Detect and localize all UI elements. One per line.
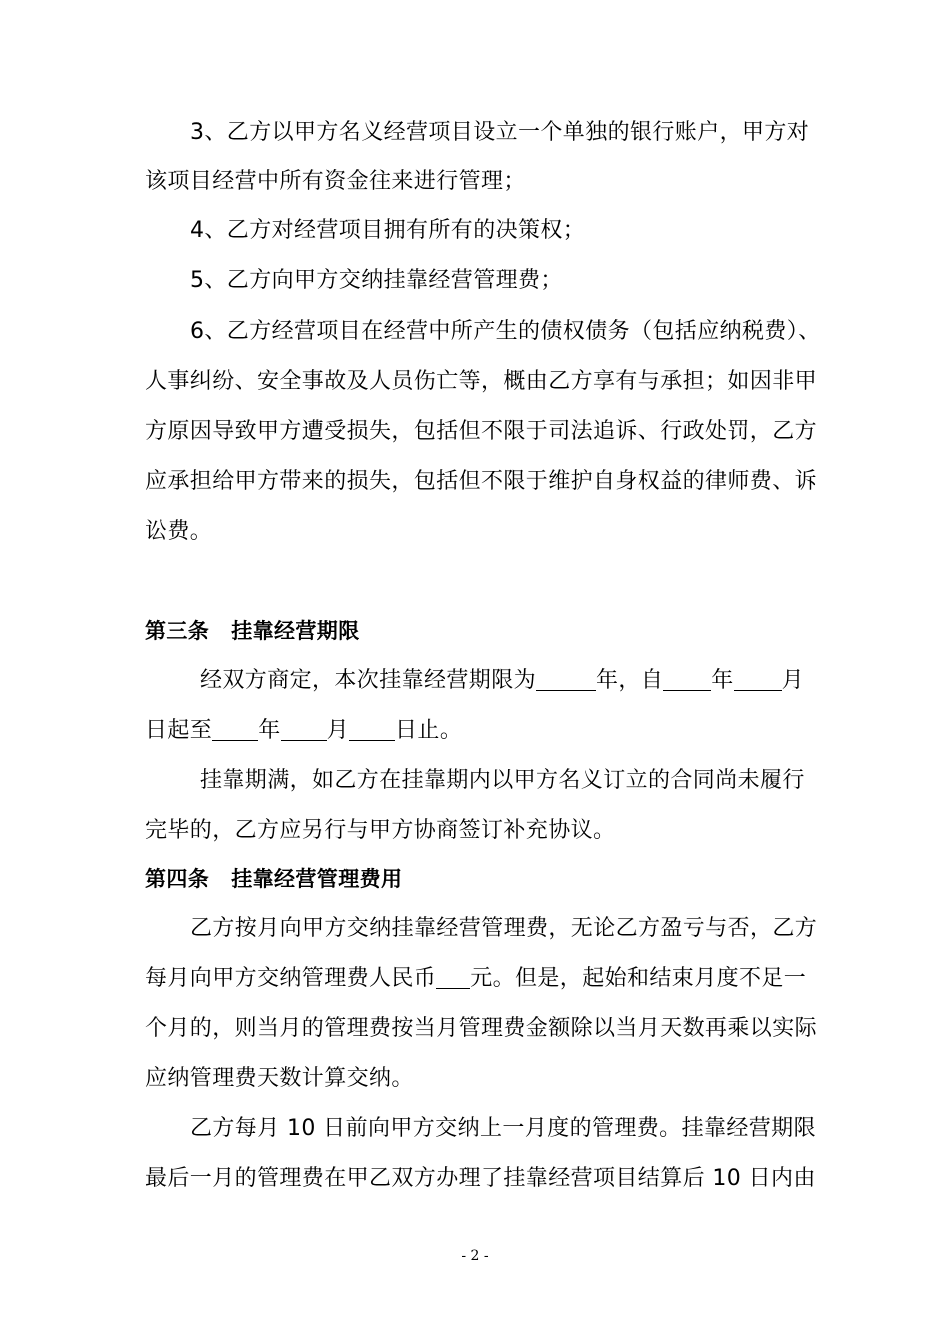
article-3-paragraph-1-line-1 (200, 666, 804, 696)
blank-end-month[interactable] (349, 716, 395, 741)
text-segment: 月 (781, 668, 805, 693)
article-3-paragraph-2-line-1: 挂靠期满，如乙方在挂靠期内以甲方名义订立的合同尚未履行 (200, 768, 805, 793)
article-4-heading (145, 864, 402, 894)
blank-end-year[interactable] (281, 716, 327, 741)
clause-6-line-3: 方原因导致甲方遭受损失，包括但不限于司法追诉、行政处罚，乙方 (145, 419, 818, 444)
text-segment: 元。但是，起始和结束月度不足一 (470, 966, 807, 991)
clause-3-line-1: 3、乙方以甲方名义经营项目设立一个单独的银行账户，甲方对 (190, 120, 810, 145)
clause-6-line-5: 讼费。 (145, 519, 213, 544)
article-3-paragraph-2-line-2: 完毕的，乙方应另行与甲方协商签订补充协议。 (145, 818, 616, 843)
text-segment: 日止。 (395, 718, 463, 743)
article-3-number: 第三条 (145, 619, 210, 643)
article-3-title: 挂靠经营期限 (231, 619, 360, 643)
clause-5: 5、乙方向甲方交纳挂靠经营管理费； (190, 268, 563, 293)
blank-start-year[interactable] (663, 666, 711, 691)
article-4-title: 挂靠经营管理费用 (231, 867, 403, 891)
blank-term-years[interactable] (536, 666, 596, 691)
text-segment: 经双方商定，本次挂靠经营期限为 (200, 668, 537, 693)
clause-6-line-4: 应承担给甲方带来的损失，包括但不限于维护自身权益的律师费、诉 (145, 469, 818, 494)
article-3-heading (145, 616, 360, 646)
article-4-paragraph-1-line-2 (145, 964, 806, 994)
clause-4: 4、乙方对经营项目拥有所有的决策权； (190, 218, 586, 243)
article-4-paragraph-2-line-2: 最后一月的管理费在甲乙双方办理了挂靠经营项目结算后 10 日内由 (145, 1166, 816, 1191)
article-4-number: 第四条 (145, 867, 210, 891)
text-segment: 月 (326, 718, 350, 743)
blank-start-month[interactable] (734, 666, 782, 691)
clause-6-line-2: 人事纠纷、安全事故及人员伤亡等，概由乙方享有与承担；如因非甲 (145, 369, 818, 394)
article-4-paragraph-2-line-1: 乙方每月 10 日前向甲方交纳上一月度的管理费。挂靠经营期限 (190, 1116, 816, 1141)
article-4-paragraph-1-line-4: 应纳管理费天数计算交纳。 (145, 1066, 414, 1091)
text-segment: 年 (711, 668, 734, 693)
text-segment: 每月向甲方交纳管理费人民币 (145, 966, 437, 991)
text-segment: 年，自 (596, 668, 664, 693)
text-segment: 年 (258, 718, 281, 743)
article-3-paragraph-1-line-2 (145, 716, 462, 746)
text-segment: 日起至 (145, 718, 213, 743)
clause-3-line-2: 该项目经营中所有资金往来进行管理； (145, 169, 526, 194)
blank-monthly-fee-amount[interactable] (436, 964, 470, 989)
page-number: - 2 - (461, 1248, 489, 1264)
blank-start-day[interactable] (212, 716, 258, 741)
clause-6-line-1: 6、乙方经营项目在经营中所产生的债权债务（包括应纳税费）、 (190, 319, 821, 344)
article-4-paragraph-1-line-1: 乙方按月向甲方交纳挂靠经营管理费，无论乙方盈亏与否，乙方 (190, 916, 818, 941)
article-4-paragraph-1-line-3: 个月的，则当月的管理费按当月管理费金额除以当月天数再乘以实际 (145, 1016, 818, 1041)
